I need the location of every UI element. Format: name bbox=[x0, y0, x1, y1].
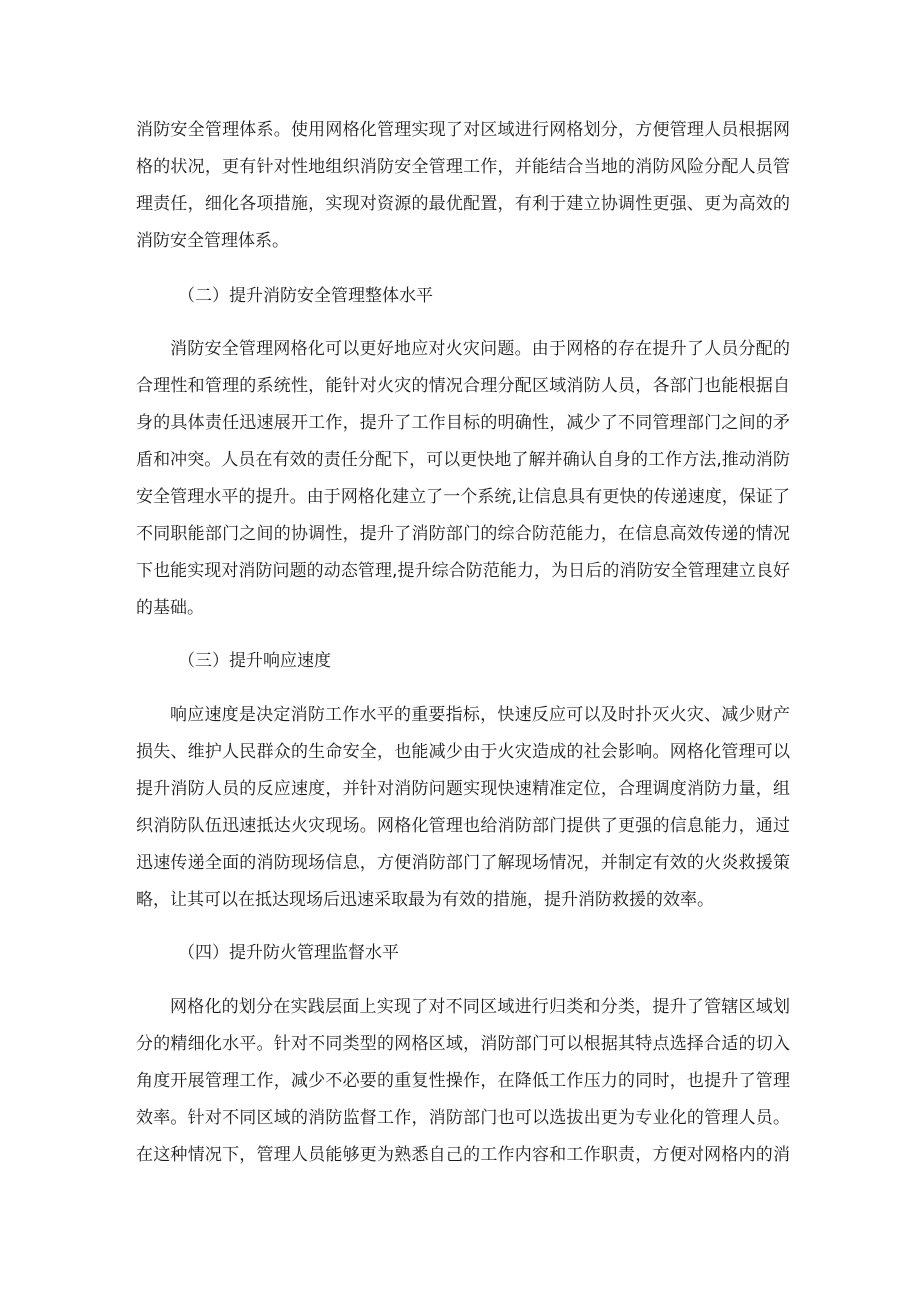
paragraph-2 bbox=[136, 331, 790, 627]
paragraph-line: 略，让其可以在抵达现场后迅速采取最为有效的措施，提升消防救援的效率。 bbox=[136, 890, 714, 910]
paragraph-line: 格的状况，更有针对性地组织消防安全管理工作，并能结合当地的消防风险分配人员管 bbox=[136, 157, 790, 177]
paragraph-line: 效率。针对不同区域的消防监督工作，消防部门也可以选拔出更为专业化的管理人员。 bbox=[136, 1108, 790, 1128]
paragraph-line: 损失、维护人民群众的生命安全，也能减少由于火灾造成的社会影响。网格化管理可以 bbox=[136, 742, 790, 762]
paragraph-line: 角度开展管理工作，减少不必要的重复性操作，在降低工作压力的同时，也提升了管理 bbox=[136, 1071, 790, 1091]
paragraph-line: 盾和冲突。人员在有效的责任分配下，可以更快地了解并确认自身的工作方法,推动消防 bbox=[136, 450, 790, 470]
paragraph-line: 身的具体责任迅速展开工作，提升了工作目标的明确性，减少了不同管理部门之间的矛 bbox=[136, 413, 790, 433]
paragraph-line: 消防安全管理体系。 bbox=[136, 231, 289, 251]
paragraph-line: 分的精细化水平。针对不同类型的网格区域，消防部门可以根据其特点选择合适的切入 bbox=[136, 1034, 790, 1054]
paragraph-line: 消防安全管理网格化可以更好地应对火灾问题。由于网格的存在提升了人员分配的 bbox=[170, 339, 790, 359]
paragraph-4 bbox=[136, 989, 790, 1174]
paragraph-line: 的基础。 bbox=[136, 598, 204, 618]
section-heading-3: （三）提升响应速度 bbox=[178, 651, 331, 671]
paragraph-line: 在这种情况下，管理人员能够更为熟悉自己的工作内容和工作职责，方便对网格内的消 bbox=[136, 1145, 790, 1165]
paragraph-line: 网格化的划分在实践层面上实现了对不同区域进行归类和分类，提升了管辖区域划 bbox=[170, 997, 790, 1017]
paragraph-line: 安全管理水平的提升。由于网格化建立了一个系统,让信息具有更快的传递速度，保证了 bbox=[136, 487, 790, 507]
paragraph-line: 迅速传递全面的消防现场信息，方便消防部门了解现场情况，并制定有效的火炎救援策 bbox=[136, 853, 790, 873]
paragraph-line: 理责任，细化各项措施，实现对资源的最优配置，有利于建立协调性更强、更为高效的 bbox=[136, 194, 790, 214]
section-heading-4: （四）提升防火管理监督水平 bbox=[178, 943, 399, 963]
paragraph-1 bbox=[136, 112, 790, 260]
paragraph-line: 织消防队伍迅速抵达火灾现场。网格化管理也给消防部门提供了更强的信息能力，通过 bbox=[136, 816, 790, 836]
paragraph-line: 响应速度是决定消防工作水平的重要指标，快速反应可以及时扑灭火灾、减少财产 bbox=[170, 705, 790, 725]
paragraph-line: 提升消防人员的反应速度，并针对消防问题实现快速精准定位，合理调度消防力量，组 bbox=[136, 779, 790, 799]
paragraph-3 bbox=[136, 697, 790, 919]
paragraph-line: 不同职能部门之间的协调性，提升了消防部门的综合防范能力，在信息高效传递的情况 bbox=[136, 524, 790, 544]
section-heading-2: （二）提升消防安全管理整体水平 bbox=[178, 286, 433, 306]
paragraph-line: 消防安全管理体系。使用网格化管理实现了对区域进行网格划分，方便管理人员根据网 bbox=[136, 120, 790, 140]
paragraph-line: 合理性和管理的系统性，能针对火灾的情况合理分配区域消防人员，各部门也能根据自 bbox=[136, 376, 790, 396]
paragraph-line: 下也能实现对消防问题的动态管理,提升综合防范能力，为日后的消防安全管理建立良好 bbox=[136, 561, 790, 581]
